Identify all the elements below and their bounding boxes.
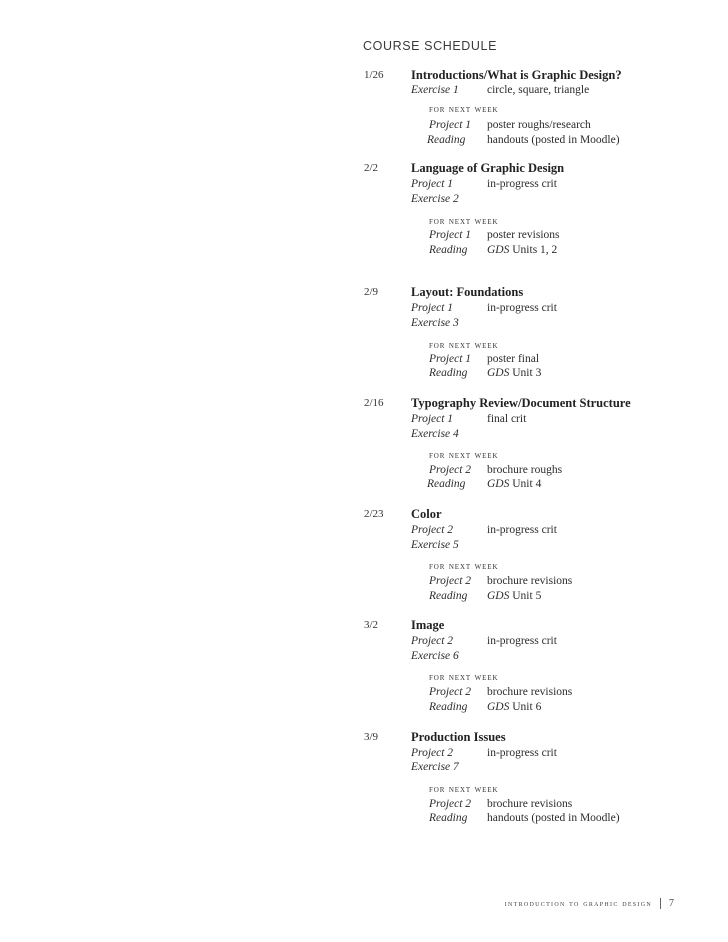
item-value: poster roughs/research	[487, 119, 591, 131]
item-label: Exercise 1	[411, 84, 459, 96]
session-title: Image	[411, 618, 445, 632]
session-date: 2/16	[364, 397, 384, 409]
item-value: GDS Unit 6	[487, 701, 542, 713]
next-week-label: for next week	[429, 340, 499, 351]
session-date: 3/2	[364, 619, 379, 631]
item-value: GDS Unit 3	[487, 367, 542, 379]
item-label: Exercise 7	[411, 761, 459, 773]
session-date: 2/9	[364, 286, 379, 298]
item-label: Exercise 5	[411, 539, 459, 551]
footer-divider	[660, 898, 661, 909]
item-label: Project 2	[411, 524, 454, 536]
item-label: Project 1	[429, 119, 472, 131]
item-value: brochure revisions	[487, 798, 573, 810]
next-week-label: for next week	[429, 104, 499, 115]
item-value: handouts (posted in Moodle)	[487, 812, 620, 824]
item-value: GDS Units 1, 2	[487, 244, 558, 256]
item-label: Project 1	[411, 302, 454, 314]
page-number: 7	[669, 898, 674, 909]
item-value: brochure revisions	[487, 575, 573, 587]
session-title: Production Issues	[411, 730, 506, 744]
item-label: Project 2	[429, 686, 472, 698]
item-label: Reading	[429, 590, 468, 602]
next-week-label: for next week	[429, 561, 499, 572]
item-value: poster final	[487, 353, 540, 365]
item-label: Project 1	[411, 413, 454, 425]
item-value: GDS Unit 4	[487, 478, 542, 490]
next-week-label: for next week	[429, 672, 499, 683]
next-week-label: for next week	[429, 450, 499, 461]
session-title: Language of Graphic Design	[411, 161, 565, 175]
item-value: final crit	[487, 413, 527, 425]
item-label: Exercise 6	[411, 650, 459, 662]
item-label: Project 1	[429, 229, 472, 241]
item-value: circle, square, triangle	[487, 84, 590, 96]
item-label: Reading	[429, 701, 468, 713]
item-value: in-progress crit	[487, 635, 557, 647]
item-label: Project 1	[429, 353, 472, 365]
session-date: 2/2	[364, 162, 379, 174]
item-label: Project 1	[411, 178, 454, 190]
item-label: Reading	[427, 134, 466, 146]
book-abbrev: GDS	[487, 244, 510, 256]
page-heading: COURSE SCHEDULE	[363, 39, 498, 53]
item-value: in-progress crit	[487, 747, 557, 759]
item-value: GDS Unit 5	[487, 590, 542, 602]
item-value: brochure revisions	[487, 686, 573, 698]
item-label: Project 2	[429, 575, 472, 587]
session-title: Layout: Foundations	[411, 285, 524, 299]
footer-title: introduction to graphic design	[504, 898, 652, 908]
session-date: 1/26	[364, 69, 384, 81]
session-title: Typography Review/Document Structure	[411, 396, 631, 410]
item-value: in-progress crit	[487, 302, 557, 314]
book-abbrev: GDS	[487, 590, 510, 602]
item-label: Exercise 2	[411, 193, 459, 205]
session-date: 3/9	[364, 731, 379, 743]
book-abbrev: GDS	[487, 367, 510, 379]
book-abbrev: GDS	[487, 478, 510, 490]
session-title: Color	[411, 507, 442, 521]
next-week-label: for next week	[429, 216, 499, 227]
item-label: Exercise 4	[411, 428, 459, 440]
session-title: Introductions/What is Graphic Design?	[411, 68, 622, 82]
item-label: Reading	[429, 812, 468, 824]
book-abbrev: GDS	[487, 701, 510, 713]
item-value: in-progress crit	[487, 524, 557, 536]
item-label: Project 2	[429, 464, 472, 476]
item-label: Project 2	[411, 635, 454, 647]
item-label: Reading	[429, 367, 468, 379]
item-value: handouts (posted in Moodle)	[487, 134, 620, 146]
item-label: Reading	[429, 244, 468, 256]
session-date: 2/23	[364, 508, 384, 520]
next-week-label: for next week	[429, 784, 499, 795]
item-label: Exercise 3	[411, 317, 459, 329]
item-value: brochure roughs	[487, 464, 563, 476]
item-label: Project 2	[411, 747, 454, 759]
item-value: in-progress crit	[487, 178, 557, 190]
item-value: poster revisions	[487, 229, 560, 241]
item-label: Reading	[427, 478, 466, 490]
item-label: Project 2	[429, 798, 472, 810]
